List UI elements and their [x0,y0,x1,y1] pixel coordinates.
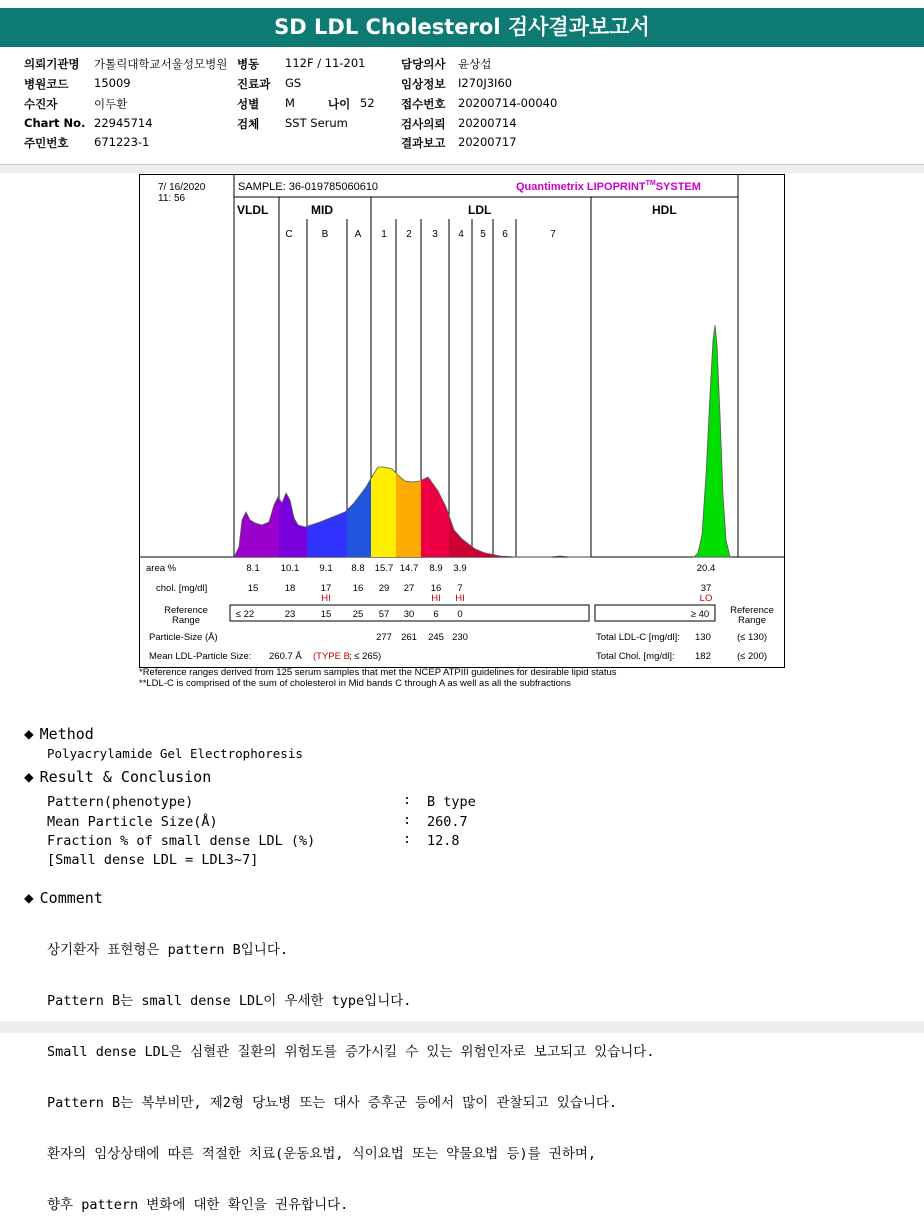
method-heading-text: Method [39,725,94,743]
mean-type-end: ; ≤ 265) [349,651,382,662]
result-heading-text: Result & Conclusion [39,768,212,786]
lipoprint-report [139,174,785,668]
sample-id: SAMPLE: 36-019785060610 [238,181,379,193]
mean-type: (TYPE B [313,651,350,662]
sex-label: 성별 [237,97,260,111]
brand-name [516,180,701,193]
ldl3-band [421,455,449,557]
report-date-label: 결과보고 [401,136,446,150]
chart-no-label: Chart No. [24,116,86,130]
column-ldl: LDL [468,203,492,217]
total-chol-ref: (≤ 200) [737,651,768,662]
ward-value: 112F / 11-201 [285,56,366,70]
pattern-colon: : [403,792,412,808]
particle-size-value: 230 [452,632,468,643]
mean-row-label: Mean LDL-Particle Size: [149,651,252,662]
patient-label: 수진자 [24,97,58,111]
column-hdl: HDL [652,203,677,217]
ref-row-label-1: Reference [164,605,208,616]
method-text: Polyacrylamide Gel Electrophoresis [47,746,303,761]
area-value: 8.9 [429,563,443,574]
chol-value: 17 [320,583,332,594]
total-chol-value: 182 [695,651,711,662]
report-time: 11: 56 [158,193,186,204]
section-divider [0,164,924,173]
column-vldl: VLDL [237,203,269,217]
ref-row-label-2: Range [172,615,200,626]
resident-id-value: 671223-1 [94,135,150,149]
diamond-bullet-icon: ◆ [24,767,34,786]
patient-info-panel [0,54,924,164]
vldl-band [234,455,279,557]
comment-line: 향후 pattern 변화에 대한 확인을 권유합니다. [47,1197,349,1213]
particle-size-value: 260.7 [427,814,468,830]
total-ldl-value: 130 [695,632,711,643]
diamond-bullet-icon: ◆ [24,888,34,907]
particle-size-value: 245 [428,632,444,643]
patient-value: 이두환 [94,97,128,111]
age-value: 52 [360,96,375,110]
comment-line: 상기환자 표현형은 pattern B입니다. [47,942,288,958]
footnote-2: **LDL-C is comprised of the sum of cholesterol in Mid bands C through A as well as all the subfractions [139,678,571,689]
sub-band-label: A [354,229,362,240]
comment-line: Small dense LDL은 심혈관 질환의 위험도를 증가시킬 수 있는 위험인자로 보고되고 있습니다. [47,1044,655,1060]
department-value: GS [285,76,302,90]
particle-size-label: Mean Particle Size(Å) [47,814,218,830]
ref-right-label-2: Range [738,615,766,626]
area-value: 15.7 [374,563,394,574]
mid-b-band [307,455,347,557]
area-value: 14.7 [399,563,419,574]
fraction-colon: : [403,831,412,847]
comment-line: Pattern B는 복부비만, 제2형 당뇨병 또는 대사 증후군 등에서 많이 관찰되고 있습니다. [47,1095,618,1111]
chol-value: 37 [700,583,712,594]
hospital-code-value: 15009 [94,76,131,90]
particle-row-label: Particle-Size (Å) [149,632,218,643]
sub-band-label: 4 [458,229,464,240]
area-value: 10.1 [280,563,300,574]
chol-value: 16 [430,583,442,594]
sex-value: M [285,96,295,110]
age-label: 나이 [328,97,351,111]
institution-value: 가톨릭대학교서울성모병원 [94,57,228,71]
doctor-value: 윤상섭 [458,57,492,71]
ref-range-value: ≥ 40 [690,609,710,620]
total-ldl-label: Total LDL-C [mg/dl]: [596,632,680,643]
report-date: 7/ 16/2020 [158,182,206,193]
comment-line: 환자의 임상상태에 따른 적절한 치료(운동요법, 식이요법 또는 약물요법 등)를 권하며, [47,1146,597,1162]
chol-value: 18 [284,583,296,594]
ldl4-band [449,455,591,557]
pattern-value: B type [427,794,476,810]
total-ldl-ref: (≤ 130) [737,632,768,643]
pattern-label: Pattern(phenotype) [47,794,194,810]
ref-right-label-1: Reference [730,605,774,616]
ldl2-band [396,455,421,557]
department-label: 진료과 [237,77,271,91]
accession-value: 20200714-00040 [458,96,558,110]
total-chol-label: Total Chol. [mg/dl]: [596,651,675,662]
hdl-peak [694,325,730,557]
chol-value: 27 [403,583,415,594]
sub-band-label: 6 [502,229,508,240]
brand-system: SYSTEM [655,181,701,193]
ref-range-value: 30 [403,609,415,620]
hospital-code-label: 병원코드 [24,77,69,91]
comment-line: Pattern B는 small dense LDL이 우세한 type입니다. [47,993,412,1009]
sub-band-label: 2 [406,229,412,240]
specimen-value: SST Serum [285,116,348,130]
particle-size-value: 277 [376,632,392,643]
sub-band-label: C [285,229,293,240]
ref-range-value: 23 [284,609,296,620]
sub-band-label: 1 [381,229,387,240]
area-value: 8.8 [351,563,365,574]
chol-row-label: chol. [mg/dl] [156,583,208,594]
ref-range-value: ≤ 22 [235,609,255,620]
fraction-label: Fraction % of small dense LDL (%) [47,833,316,849]
particle-size-colon: : [403,812,412,828]
footnote-1: *Reference ranges derived from 125 serum samples that met the NCEP ATPIII guidelines for desirable lipid status [139,667,617,678]
mid-c-band [279,455,307,557]
sub-band-label: 3 [432,229,438,240]
request-date-value: 20200714 [458,116,517,130]
ref-range-value: 15 [320,609,332,620]
area-value: 8.1 [246,563,260,574]
method-heading [24,724,94,743]
particle-size-value: 261 [401,632,417,643]
sub-band-label: B [321,229,329,240]
clinical-info-label: 임상정보 [401,77,446,91]
flag-value: LO [699,593,713,604]
ref-range-value: 6 [433,609,439,620]
chart-no-value: 22945714 [94,116,153,130]
institution-label: 의뢰기관명 [24,57,80,71]
sub-band-label: 7 [550,229,556,240]
comment-body [47,908,654,1231]
area-row-label: area % [146,563,177,574]
chol-value: 16 [352,583,364,594]
flag-value: HI [321,593,331,604]
report-date-value: 20200717 [458,135,517,149]
request-date-label: 검사의뢰 [401,117,446,131]
report-title: SD LDL Cholesterol 검사결과보고서 [0,8,924,47]
diamond-bullet-icon: ◆ [24,724,34,743]
area-value: 9.1 [319,563,333,574]
bottom-bar [0,1021,924,1033]
ward-label: 병동 [237,57,260,71]
comment-heading [24,888,103,907]
fraction-value: 12.8 [427,833,460,849]
column-mid: MID [311,203,333,217]
ref-range-value: 25 [352,609,364,620]
accession-label: 접수번호 [401,97,446,111]
brand-tm: TM [645,180,656,187]
result-heading [24,767,211,786]
ref-range-value: 57 [378,609,390,620]
specimen-label: 검체 [237,117,260,131]
ref-range-value: 0 [457,609,463,620]
chol-value: 29 [378,583,390,594]
chol-value: 7 [457,583,463,594]
flag-value: HI [431,593,441,604]
small-dense-note: [Small dense LDL = LDL3~7] [47,852,259,868]
footnotes [139,667,617,689]
mean-particle-value: 260.7 Å [269,651,302,662]
resident-id-label: 주민번호 [24,136,69,150]
area-value: 3.9 [453,563,467,574]
clinical-info-value: I270J3I60 [458,76,513,90]
chol-value: 15 [247,583,259,594]
brand-text: Quantimetrix LIPOPRINT [516,181,646,193]
sub-band-label: 5 [480,229,486,240]
doctor-label: 담당의사 [401,57,446,71]
ldl1-band [371,455,396,557]
area-value: 20.4 [696,563,716,574]
comment-heading-text: Comment [39,889,103,907]
flag-value: HI [455,593,465,604]
